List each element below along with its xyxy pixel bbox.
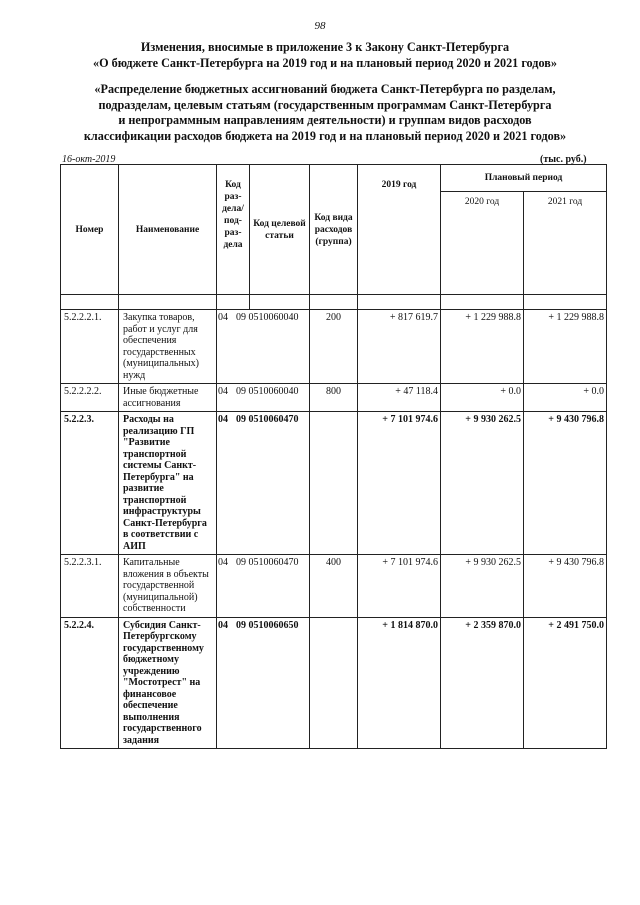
- subtitle-line-2: подразделам, целевым статьям (государственным программам Санкт-Петербурга: [98, 97, 552, 112]
- row-section-code: 04: [218, 386, 228, 397]
- budget-table: [60, 164, 607, 749]
- row-codes: [217, 310, 310, 384]
- row-subsection-code: 09: [236, 619, 246, 631]
- row-value-2021: + 1 229 988.8: [524, 310, 607, 384]
- row-value-2021: + 9 430 796.8: [524, 555, 607, 618]
- row-target-code: 0510060040: [248, 386, 299, 397]
- table-row: [61, 555, 607, 618]
- header-section: Код раз-дела/ под-раз-дела: [217, 165, 250, 295]
- row-number: 5.2.2.2.2.: [61, 384, 119, 412]
- header-target: Код целевой статьи: [250, 165, 310, 295]
- row-subsection-code: 09: [236, 312, 246, 323]
- subtitle-line-1: «Распределение бюджетных ассигнований бюджета Санкт-Петербурга по разделам,: [94, 82, 556, 96]
- table-row: [61, 384, 607, 412]
- row-kind-code: [310, 412, 358, 555]
- row-codes: [217, 412, 310, 555]
- header-plan-period: Плановый период: [441, 165, 607, 192]
- row-codes: [217, 617, 310, 749]
- subtitle-line-4: классификации расходов бюджета на 2019 год и на плановый период 2020 и 2021 годов»: [83, 128, 567, 143]
- table-row: [61, 412, 607, 555]
- row-number: 5.2.2.2.1.: [61, 310, 119, 384]
- row-target-code: 0510060470: [248, 557, 299, 568]
- document-date: 16-окт-2019: [62, 154, 116, 165]
- row-subsection-code: 09: [236, 557, 246, 568]
- row-value-2019: + 7 101 974.6: [358, 412, 441, 555]
- row-kind-code: 200: [310, 310, 358, 384]
- header-kind: Код вида расходов (группа): [310, 165, 358, 295]
- row-section-code: 04: [218, 557, 228, 568]
- row-number: 5.2.2.4.: [61, 617, 119, 749]
- row-section-code: 04: [218, 414, 228, 425]
- row-target-code: 0510060040: [248, 312, 299, 323]
- row-section-code: 04: [218, 312, 228, 323]
- row-subsection-code: 09: [236, 386, 246, 397]
- units-label: (тыс. руб.): [540, 154, 587, 165]
- row-value-2019: + 1 814 870.0: [358, 617, 441, 749]
- row-target-code: 0510060470: [248, 414, 299, 425]
- row-target-code: 0510060650: [248, 619, 299, 631]
- row-name: Закупка товаров, работ и услуг для обеспечения государственных (муниципальных) нужд: [119, 310, 217, 384]
- row-value-2020: + 1 229 988.8: [441, 310, 524, 384]
- title-line-2: «О бюджете Санкт-Петербурга на 2019 год и на плановый период 2020 и 2021 годов»: [93, 55, 557, 70]
- header-2021: 2021 год: [524, 192, 607, 295]
- row-subsection-code: 09: [236, 414, 246, 425]
- document-subtitle: [40, 82, 610, 144]
- table-row: [61, 617, 607, 749]
- row-name: Субсидия Санкт-Петербургскому государственному бюджетному учреждению "Мостотрест" на финансовое обеспечение выполнения государственного задания: [119, 617, 217, 749]
- row-codes: [217, 384, 310, 412]
- row-value-2019: + 817 619.7: [358, 310, 441, 384]
- row-value-2020: + 9 930 262.5: [441, 555, 524, 618]
- table-row: [61, 310, 607, 384]
- title-line-1: Изменения, вносимые в приложение 3 к Закону Санкт-Петербурга: [140, 40, 510, 54]
- subtitle-line-3: и непрограммным направлениям деятельности) и группам видов расходов: [118, 113, 532, 127]
- row-name: Капитальные вложения в объекты государственной (муниципальной) собственности: [119, 555, 217, 618]
- row-value-2021: + 9 430 796.8: [524, 412, 607, 555]
- row-value-2019: + 47 118.4: [358, 384, 441, 412]
- row-kind-code: [310, 617, 358, 749]
- row-value-2020: + 2 359 870.0: [441, 617, 524, 749]
- row-number: 5.2.2.3.: [61, 412, 119, 555]
- row-value-2020: + 9 930 262.5: [441, 412, 524, 555]
- row-kind-code: 400: [310, 555, 358, 618]
- row-value-2019: + 7 101 974.6: [358, 555, 441, 618]
- header-name: Наименование: [119, 165, 217, 295]
- row-value-2021: + 2 491 750.0: [524, 617, 607, 749]
- row-name: Иные бюджетные ассигнования: [119, 384, 217, 412]
- header-2019: 2019 год: [358, 165, 441, 295]
- header-2020: 2020 год: [441, 192, 524, 295]
- row-name: Расходы на реализацию ГП "Развитие транспортной системы Санкт-Петербурга" на развитие транспортной инфраструктуры Санкт-Петербурга в соответствии с АИП: [119, 412, 217, 555]
- row-value-2021: + 0.0: [524, 384, 607, 412]
- row-kind-code: 800: [310, 384, 358, 412]
- header-number: Номер: [61, 165, 119, 295]
- table-spacer-row: [61, 295, 607, 310]
- table-header-row: [61, 165, 607, 192]
- row-section-code: 04: [218, 619, 228, 631]
- document-title: [40, 40, 610, 71]
- page-number: 98: [314, 20, 326, 32]
- row-number: 5.2.2.3.1.: [61, 555, 119, 618]
- row-codes: [217, 555, 310, 618]
- row-value-2020: + 0.0: [441, 384, 524, 412]
